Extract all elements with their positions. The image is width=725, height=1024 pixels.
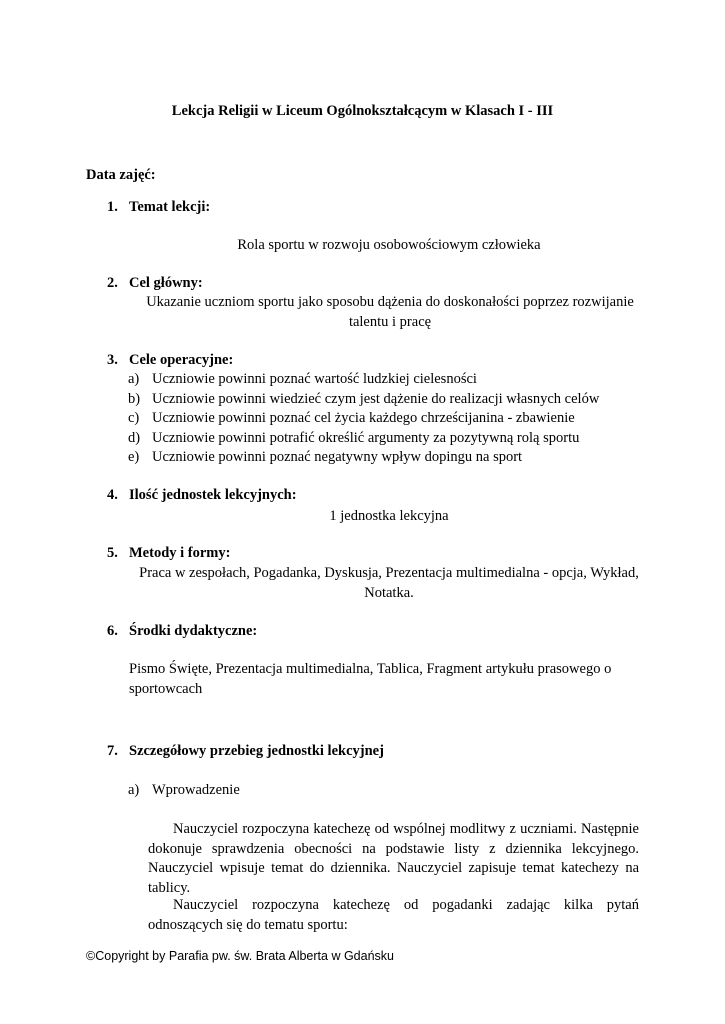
- section-6-heading: [107, 622, 257, 642]
- subsection-introduction: [128, 781, 648, 801]
- section-2-heading: [107, 274, 203, 294]
- list-item: [128, 409, 648, 429]
- page-title: Lekcja Religii w Liceum Ogólnokształcącym w Klasach I - III: [171, 103, 554, 119]
- section-number: 7.: [107, 743, 118, 759]
- list-item-label: e): [128, 449, 140, 465]
- section-number: 4.: [107, 487, 118, 503]
- section-1-heading: [107, 198, 210, 218]
- date-label: Data zajęć:: [86, 167, 156, 183]
- subsection-title: Wprowadzenie: [152, 782, 240, 798]
- section-number: 3.: [107, 352, 118, 368]
- section-title: Ilość jednostek lekcyjnych:: [129, 487, 297, 503]
- section-title: Cel główny:: [129, 275, 203, 291]
- list-item-label: a): [128, 371, 140, 387]
- list-item-text: Uczniowie powinni poznać wartość ludzkiej cielesności: [152, 371, 477, 387]
- list-item-label: d): [128, 429, 141, 446]
- lesson-units: 1 jednostka lekcyjna: [329, 508, 449, 524]
- section-4-heading: [107, 486, 297, 506]
- section-7-heading: [107, 742, 384, 762]
- list-item: [128, 448, 648, 468]
- subsection-label: a): [128, 782, 140, 798]
- section-number: 6.: [107, 623, 118, 639]
- methods-forms: Praca w zespołach, Pogadanka, Dyskusja, Prezentacja multimedialna - opcja, Wykład, Notatka.: [139, 565, 639, 601]
- introduction-paragraph-1: Nauczyciel rozpoczyna katechezę od wspólnej modlitwy z uczniami. Następnie dokonuje sprawdzenia obecności na podstawie listy z dziennika lekcyjnego. Nauczyciel wpisuje temat do dziennika. Nauczyciel zapisuje temat katechezy na tablicy.: [148, 821, 639, 896]
- list-item-text: Uczniowie powinni potrafić określić argumenty za pozytywną rolą sportu: [152, 429, 580, 446]
- list-item: [128, 429, 648, 449]
- list-item: [128, 390, 648, 410]
- section-title: Środki dydaktyczne:: [129, 623, 258, 639]
- lesson-topic: Rola sportu w rozwoju osobowościowym człowieka: [237, 237, 541, 253]
- section-title: Cele operacyjne:: [129, 352, 234, 368]
- teaching-aids: Pismo Święte, Prezentacja multimedialna, Tablica, Fragment artykułu prasowego o sportowcach: [129, 661, 612, 697]
- operational-goals-list: [128, 370, 648, 468]
- section-3-heading: [107, 351, 233, 371]
- section-5-heading: [107, 544, 230, 564]
- list-item-text: Uczniowie powinni wiedzieć czym jest dążenie do realizacji własnych celów: [152, 390, 600, 407]
- list-item-label: b): [128, 390, 141, 407]
- copyright-footer: ©Copyright by Parafia pw. św. Brata Alberta w Gdańsku: [86, 949, 394, 963]
- main-goal: Ukazanie uczniom sportu jako sposobu dążenia do doskonałości poprzez rozwijanie talentu i pracę: [146, 294, 634, 330]
- section-number: 2.: [107, 275, 118, 291]
- section-number: 1.: [107, 199, 118, 215]
- list-item-label: c): [128, 410, 140, 426]
- section-title: Szczegółowy przebieg jednostki lekcyjnej: [129, 743, 384, 759]
- section-title: Metody i formy:: [129, 545, 231, 561]
- section-title: Temat lekcji:: [129, 199, 211, 215]
- list-item-text: Uczniowie powinni poznać negatywny wpływ dopingu na sport: [152, 449, 523, 465]
- subsection-heading: [128, 781, 648, 801]
- list-item: [128, 370, 648, 390]
- section-number: 5.: [107, 545, 118, 561]
- introduction-paragraph-2: Nauczyciel rozpoczyna katechezę od pogadanki zadając kilka pytań odnoszących się do tematu sportu:: [148, 897, 639, 933]
- list-item-text: Uczniowie powinni poznać cel życia każdego chrześcijanina - zbawienie: [152, 410, 575, 426]
